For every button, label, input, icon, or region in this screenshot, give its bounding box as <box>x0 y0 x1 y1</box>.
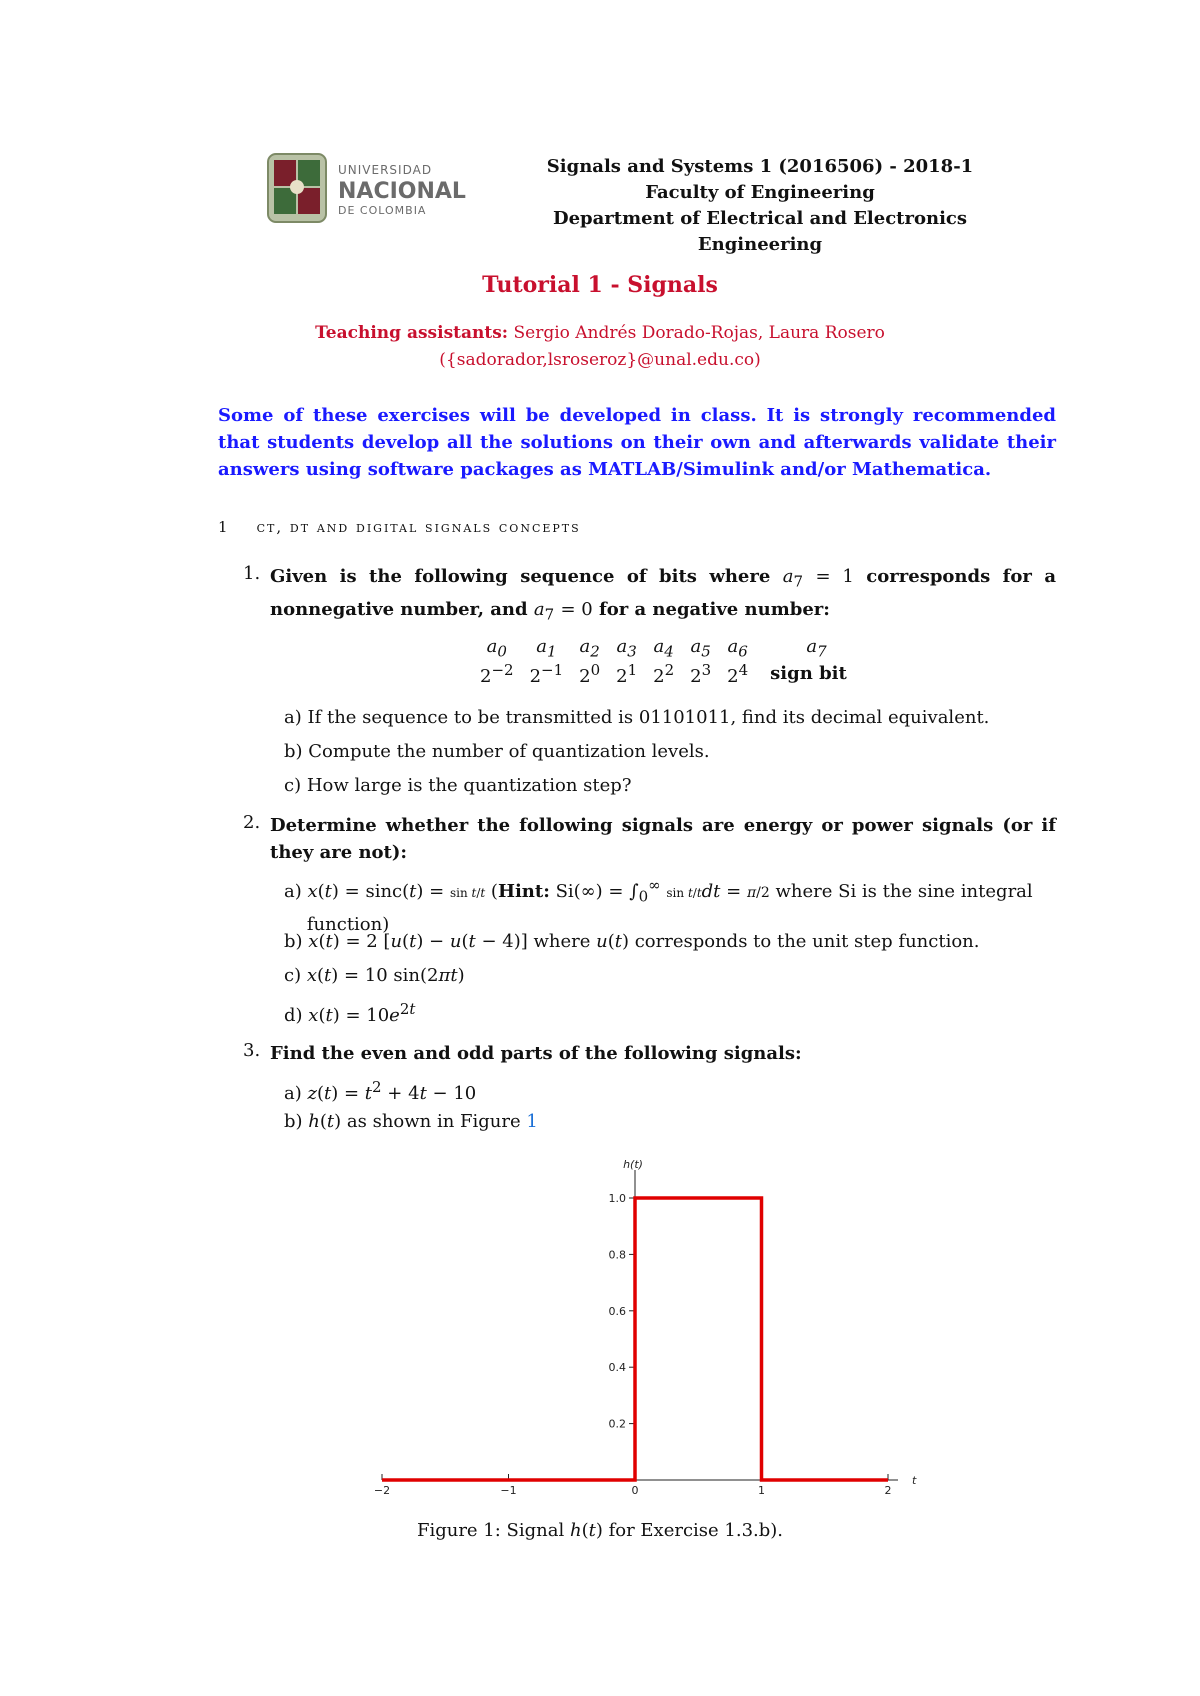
q3-text: Find the even and odd parts of the following signals: <box>270 1043 802 1064</box>
emails: ({sadorador,lsroseroz}@unal.edu.co) <box>439 350 761 370</box>
q3-number: 3. <box>243 1040 261 1061</box>
bit-names-row: $a_0$ $a_1$ $a_2$ $a_3$ $a_4$ $a_5$ $a_6$ $a_7$ <box>486 636 827 661</box>
y-axis-label: h(t) <box>623 1158 643 1171</box>
university-logo <box>262 150 472 234</box>
page-title: Tutorial 1 - Signals <box>482 272 718 298</box>
q2-b: b) x(t) = 2 [u(t) − u(t − 4)] where u(t) corresponds to the unit step function. <box>284 931 980 952</box>
q2-text: Determine whether the following signals are energy or power signals (or if they are not): <box>270 815 1056 863</box>
bit-table <box>472 636 855 687</box>
x-tick-label: 1 <box>758 1484 765 1497</box>
x-tick-label: −1 <box>500 1484 517 1497</box>
q2-d: d) $x(t) = 10e^{2t}$ <box>284 1000 416 1026</box>
q2-c: c) x(t) = 10 sin(2πt) <box>284 965 465 986</box>
x-tick-label: 0 <box>631 1484 639 1497</box>
y-tick-label: 0.4 <box>608 1361 626 1375</box>
section-heading <box>218 518 581 536</box>
teaching-assistants: Teaching assistants: Sergio Andrés Dorado-Rojas, Laura Rosero ({sadorador,lsroseroz}@unal.edu.co) <box>0 320 1200 374</box>
y-tick-label: 0.6 <box>608 1304 626 1318</box>
q2-a: a) x(t) = sinc(t) = sin t/t (Hint: $Si(\infty) = \int_0^\infty$ sin t/tdt = π/2 where Si is the sine integral function) <box>284 876 1033 935</box>
q1-text: Given is the following sequence of bits where $a_7 = 1$ corresponds for a nonnegative number, and $a_7 = 0$ for a negative number: <box>270 566 1056 624</box>
y-tick-label: 0.8 <box>608 1248 626 1262</box>
q3-a: a) $z(t) = t^2 + 4t - 10$ <box>284 1078 477 1104</box>
q3-b: b) h(t) as shown in Figure 1 <box>284 1111 538 1132</box>
section-number: 1 <box>218 518 230 536</box>
q1-c: c) How large is the quantization step? <box>284 775 632 796</box>
y-tick-label: 0.2 <box>608 1417 626 1431</box>
figure-caption: Figure 1: Signal h(t) for Exercise 1.3.b). <box>416 1520 784 1541</box>
logo-text-line2: NACIONAL <box>338 179 466 204</box>
course-line: Signals and Systems 1 (2016506) - 2018-1 <box>546 156 974 177</box>
faculty-line: Faculty of Engineering <box>645 182 875 203</box>
x-axis-label: t <box>912 1474 917 1487</box>
department-line: Department of Electrical and Electronics Engineering <box>552 208 968 255</box>
y-tick-label: 1.0 <box>608 1192 626 1205</box>
logo-text-line3: DE COLOMBIA <box>338 204 427 217</box>
q1-b: b) Compute the number of quantization levels. <box>284 741 710 762</box>
bit-weights-row: $2^{-2}$ $2^{-1}$ $2^0$ $2^1$ $2^2$ $2^3$ $2^4$ sign bit <box>480 660 847 687</box>
signal-line <box>382 1198 888 1480</box>
notice-text: Some of these exercises will be developed in class. It is strongly recommended that students develop all the solutions on their own and afterwards validate their answers using software packages as MATLAB/Simulink and/or Mathematica. <box>218 405 1056 480</box>
signal-chart <box>360 1150 920 1497</box>
logo-text-line1: UNIVERSIDAD <box>338 163 433 177</box>
q1-number: 1. <box>243 563 261 584</box>
x-tick-label: 2 <box>884 1484 892 1497</box>
section-title: ct, dt and digital signals concepts <box>256 518 581 536</box>
q1-a: a) If the sequence to be transmitted is 01101011, find its decimal equivalent. <box>284 707 990 728</box>
q2-number: 2. <box>243 812 261 833</box>
x-tick-label: −2 <box>373 1484 391 1497</box>
